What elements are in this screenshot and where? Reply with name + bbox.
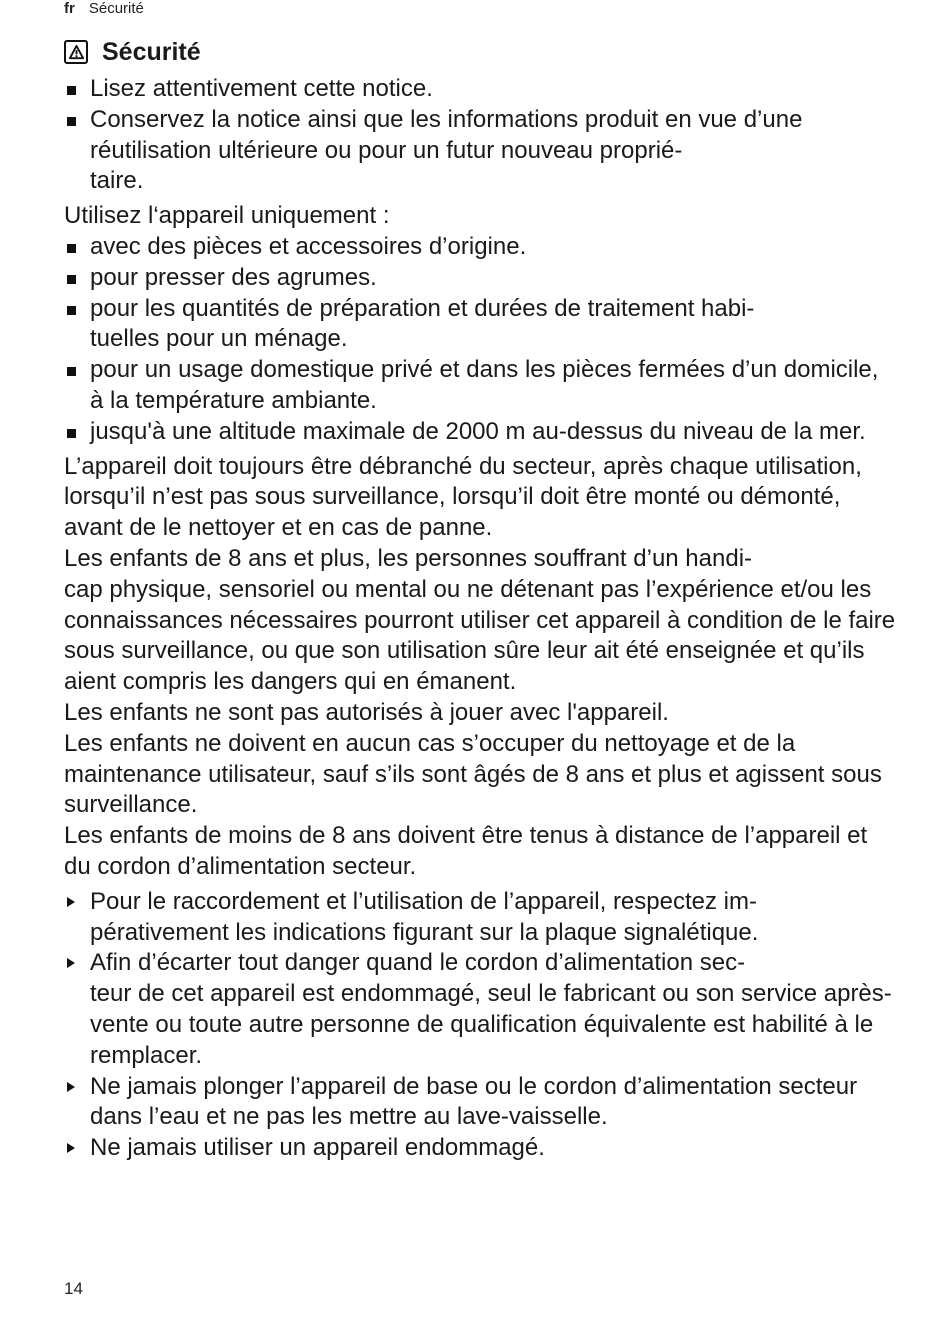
section-title-row xyxy=(64,37,201,67)
section-title: Sécurité xyxy=(102,38,201,66)
square-bullet-icon xyxy=(67,367,76,376)
instruction-item: Ne jamais plonger l’appareil de base ou le cordon d’alimentation secteur dans l’eau et ne pas les mettre au lave-vaisselle. xyxy=(64,1072,896,1134)
paragraph: Les enfants ne sont pas autorisés à jouer avec l'appareil. xyxy=(64,698,669,726)
square-bullet-icon xyxy=(67,86,76,95)
page-number: 14 xyxy=(64,1279,83,1298)
paragraph: Les enfants de moins de 8 ans doivent être tenus à distance de l’appareil et du cordon d’alimentation secteur. xyxy=(64,822,868,880)
instruction-item: Pour le raccordement et l’utilisation de l’appareil, respectez im- pérativement les indications figurant sur la plaque signalétique. xyxy=(64,887,896,949)
arrow-bullet-icon xyxy=(67,1082,75,1092)
usage-intro: Utilisez l‘appareil uniquement : xyxy=(64,202,390,230)
document-body xyxy=(64,74,896,1164)
square-bullet-icon xyxy=(67,306,76,315)
list-item: Lisez attentivement cette notice. xyxy=(64,74,896,105)
arrow-bullet-icon xyxy=(67,897,75,907)
square-bullet-icon xyxy=(67,429,76,438)
list-item: pour les quantités de préparation et durées de traitement habi- tuelles pour un ménage. xyxy=(64,294,896,356)
paragraph: Les enfants ne doivent en aucun cas s’occuper du nettoyage et de la maintenance utilisateur, sauf s’ils sont âgés de 8 ans et plus et agissent sous surveillance. xyxy=(64,729,882,819)
paragraph: Les enfants de 8 ans et plus, les personnes souffrant d’un handi- cap physique, sensoriel ou mental ou ne détenant pas l’expérience et/ou les connaissances nécessaires pourront utiliser cet appareil à condition de le faire sous surveillance, ou que son utilisation sûre leur ait été enseignée et qu’ils aient compris les dangers qui en émanent. xyxy=(64,544,896,696)
paragraph: L’appareil doit toujours être débranché du secteur, après chaque utilisation, lorsqu’il n’est pas sous surveillance, lorsqu’il doit être monté ou démonté, avant de le nettoyer et en cas de panne. xyxy=(64,452,862,542)
arrow-bullet-icon xyxy=(67,958,75,968)
square-bullet-icon xyxy=(67,244,76,253)
language-code: fr xyxy=(64,0,75,17)
warning-icon xyxy=(64,40,88,64)
list-item: jusqu'à une altitude maximale de 2000 m au-dessus du niveau de la mer. xyxy=(64,417,896,448)
list-item: pour presser des agrumes. xyxy=(64,263,896,294)
instruction-item: Afin d’écarter tout danger quand le cordon d’alimentation sec- teur de cet appareil est endommagé, seul le fabricant ou son service après-vente ou toute autre personne de qualification équivalente est habilité à le remplacer. xyxy=(64,948,896,1071)
list-item: pour un usage domestique privé et dans les pièces fermées d’un domicile, à la température ambiante. xyxy=(64,355,896,417)
list-item: Conservez la notice ainsi que les informations produit en vue d’une réutilisation ultérieure ou pour un futur nouveau proprié- taire. xyxy=(64,105,896,197)
square-bullet-icon xyxy=(67,275,76,284)
square-bullet-icon xyxy=(67,117,76,126)
list-item: avec des pièces et accessoires d’origine. xyxy=(64,232,896,263)
instruction-item: Ne jamais utiliser un appareil endommagé. xyxy=(64,1133,896,1164)
page-header xyxy=(64,0,144,18)
header-section: Sécurité xyxy=(88,0,144,17)
arrow-bullet-icon xyxy=(67,1143,75,1153)
